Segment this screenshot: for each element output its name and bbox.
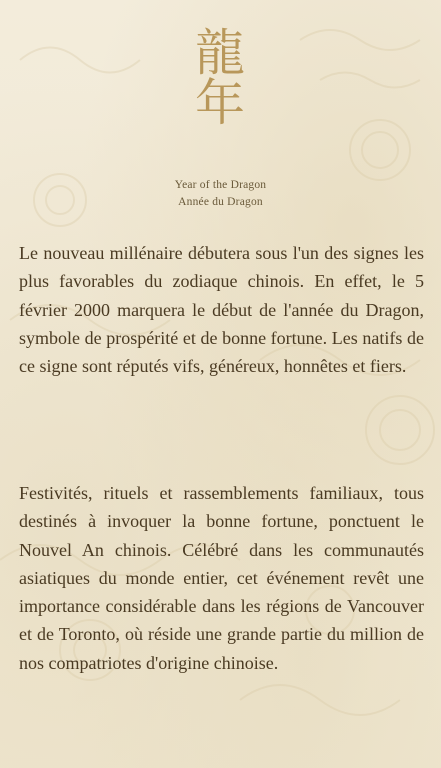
body-paragraph-2: Festivités, rituels et rassemblements familiaux, tous destinés à invoquer la bonne fortune, ponctuent le Nouvel An chinois. Célébré dans les communautés asiatiques du monde entier, cet événement revêt une importance considérable dans les régions de Vancouver et de Toronto, où réside une grande partie du million de nos compatriotes d'origine chinoise. [19, 483, 424, 673]
caption-french: Année du Dragon [178, 196, 263, 208]
caption-english: Year of the Dragon [174, 179, 267, 191]
body-paragraph-1: Le nouveau millénaire débutera sous l'un des signes les plus favorables du zodiaque chinois. En effet, le 5 février 2000 marquera le début de l'année du Dragon, symbole de prospérité et de bonne fortune. Les natifs de ce signe sont réputés vifs, généreux, honnêtes et fiers. [19, 243, 424, 377]
chinese-calligraphy-seal [150, 18, 282, 158]
chinese-characters: 龍年 [187, 26, 245, 126]
